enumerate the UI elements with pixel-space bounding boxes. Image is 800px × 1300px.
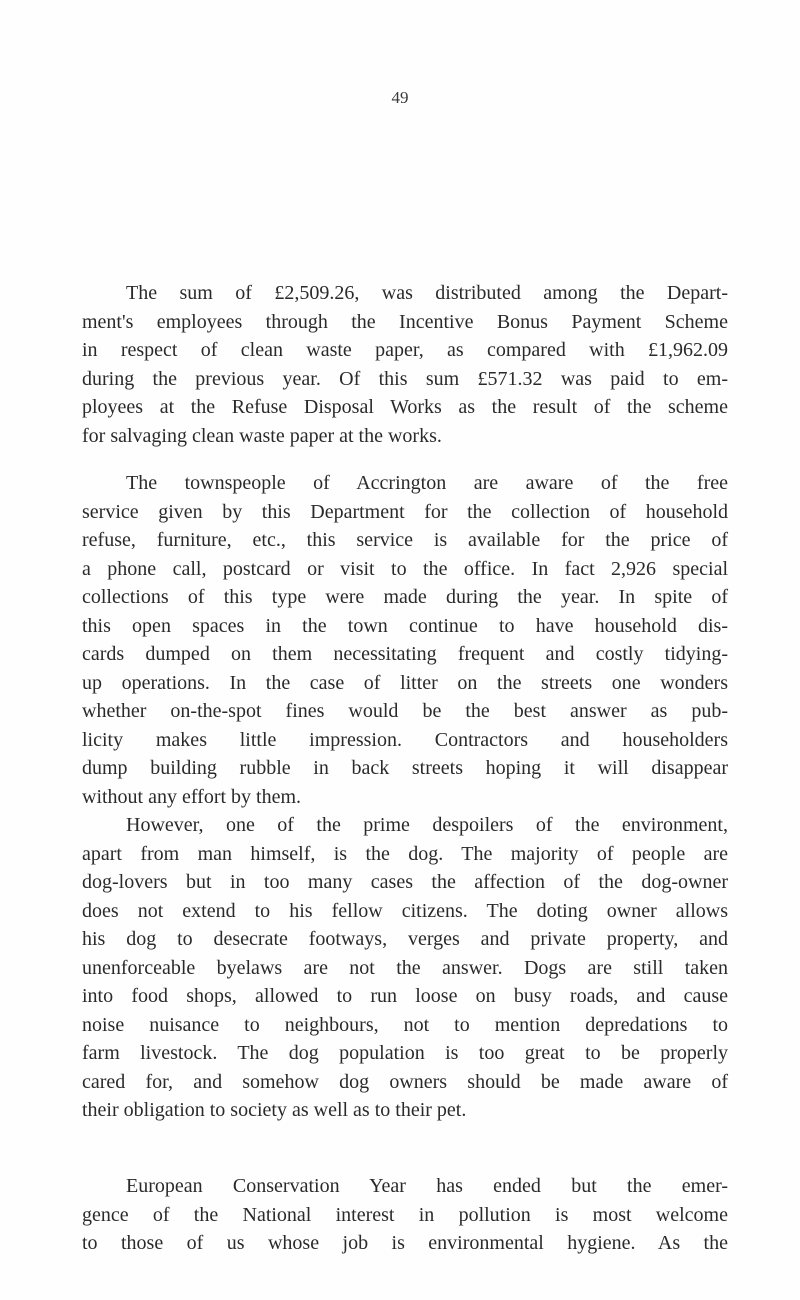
paragraph-line: in respect of clean waste paper, as compared with £1,962.09 <box>82 339 728 361</box>
paragraph-line: to those of us whose job is environmental hygiene. As the <box>82 1232 728 1254</box>
paragraph-4 <box>82 1172 728 1258</box>
paragraph-line: unenforceable byelaws are not the answer. Dogs are still taken <box>82 956 728 979</box>
paragraph-line: whether on-the-spot fines would be the best answer as pub- <box>82 700 728 722</box>
paragraph-line: their obligation to society as well as to their pet. <box>82 1099 467 1121</box>
paragraph-line: into food shops, allowed to run loose on busy roads, and cause <box>82 985 728 1007</box>
paragraph-line: a phone call, postcard or visit to the office. In fact 2,926 special <box>82 557 728 580</box>
paragraph-line: dump building rubble in back streets hoping it will disappear <box>82 757 728 779</box>
paragraph-line: gence of the National interest in pollution is most welcome <box>82 1203 728 1226</box>
page-number: 49 <box>391 88 409 107</box>
paragraph-line: his dog to desecrate footways, verges and private property, and <box>82 928 728 950</box>
paragraph-line: does not extend to his fellow citizens. The doting owner allows <box>82 899 728 922</box>
paragraph-line: this open spaces in the town continue to have household dis- <box>82 614 728 637</box>
paragraph-line: The townspeople of Accrington are aware of the free <box>126 472 728 494</box>
paragraph-line: refuse, furniture, etc., this service is available for the price of <box>82 529 728 551</box>
paragraph-line: noise nuisance to neighbours, not to mention depredations to <box>82 1013 728 1036</box>
paragraph-line: European Conservation Year has ended but the emer- <box>126 1175 728 1197</box>
paragraph-line: ment's employees through the Incentive Bonus Payment Scheme <box>82 310 728 333</box>
paragraph-1 <box>82 279 728 450</box>
paragraph-line: cared for, and somehow dog owners should be made aware of <box>82 1070 728 1093</box>
paragraph-line: during the previous year. Of this sum £571.32 was paid to em- <box>82 367 728 390</box>
paragraph-line: cards dumped on them necessitating frequent and costly tidying- <box>82 643 728 665</box>
paragraph-line: The sum of £2,509.26, was distributed among the Depart- <box>126 282 728 304</box>
paragraph-3 <box>82 811 728 1125</box>
paragraph-line: without any effort by them. <box>82 785 302 808</box>
paragraph-line: for salvaging clean waste paper at the works. <box>82 424 442 447</box>
paragraph-2 <box>82 469 728 811</box>
paragraph-line: ployees at the Refuse Disposal Works as the result of the scheme <box>82 396 728 418</box>
paragraph-line: collections of this type were made during the year. In spite of <box>82 586 728 608</box>
paragraph-line: service given by this Department for the collection of household <box>82 500 728 523</box>
paragraph-line: dog-lovers but in too many cases the affection of the dog-owner <box>82 871 728 893</box>
paragraph-line: farm livestock. The dog population is too great to be properly <box>82 1042 728 1064</box>
paragraph-line: up operations. In the case of litter on the streets one wonders <box>82 671 728 694</box>
paragraph-line: licity makes little impression. Contractors and householders <box>82 728 728 751</box>
paragraph-line: However, one of the prime despoilers of the environment, <box>126 814 728 836</box>
paragraph-line: apart from man himself, is the dog. The majority of people are <box>82 842 728 865</box>
